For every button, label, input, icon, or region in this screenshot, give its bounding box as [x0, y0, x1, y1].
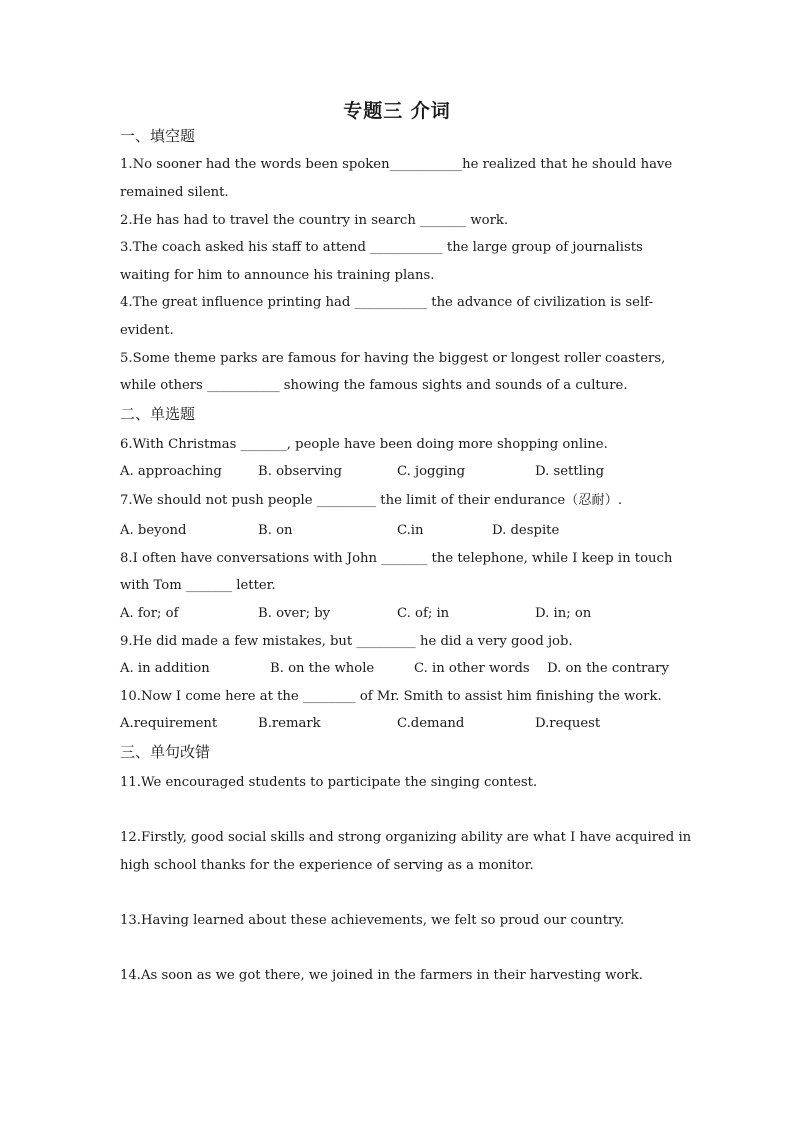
- q8-option-c: C. of; in: [397, 606, 450, 621]
- question-8-line-2: with Tom _______ letter.: [120, 578, 276, 593]
- question-3-line-2: waiting for him to announce his training plans.: [120, 268, 435, 283]
- q6-option-c: C. jogging: [397, 464, 466, 479]
- q7-option-c: C.in: [397, 523, 424, 538]
- question-2: 2.He has had to travel the country in search _______ work.: [120, 213, 509, 228]
- question-10: 10.Now I come here at the ________ of Mr. Smith to assist him finishing the work.: [120, 689, 662, 704]
- q9-option-c: C. in other words: [414, 661, 530, 676]
- q10-option-d: D.request: [535, 716, 601, 731]
- page-title: 专题三 介词: [343, 100, 451, 122]
- q8-option-b: B. over; by: [258, 606, 331, 621]
- q7-option-b: B. on: [258, 523, 293, 538]
- q8-option-d: D. in; on: [535, 606, 592, 621]
- q6-option-b: B. observing: [258, 464, 342, 479]
- question-5-line-1: 5.Some theme parks are famous for having the biggest or longest roller coasters,: [120, 351, 666, 366]
- question-3-line-1: 3.The coach asked his staff to attend ___________ the large group of journalists: [120, 240, 643, 255]
- question-11: 11.We encouraged students to participate the singing contest.: [120, 775, 538, 790]
- question-6: 6.With Christmas _______, people have been doing more shopping online.: [120, 437, 608, 452]
- q7-option-a: A. beyond: [120, 523, 187, 538]
- question-12-line-2: high school thanks for the experience of serving as a monitor.: [120, 858, 534, 873]
- question-4-line-2: evident.: [120, 323, 174, 338]
- question-1-line-2: remained silent.: [120, 185, 229, 200]
- question-14: 14.As soon as we got there, we joined in the farmers in their harvesting work.: [120, 968, 643, 983]
- q10-option-b: B.remark: [258, 716, 321, 731]
- question-9: 9.He did made a few mistakes, but _________ he did a very good job.: [120, 634, 573, 649]
- question-7: 7.We should not push people _________ the limit of their endurance（忍耐）.: [120, 493, 623, 508]
- question-5-line-2: while others ___________ showing the famous sights and sounds of a culture.: [120, 378, 628, 393]
- question-4-line-1: 4.The great influence printing had ___________ the advance of civilization is self-: [120, 295, 654, 310]
- q9-option-b: B. on the whole: [270, 661, 375, 676]
- q8-option-a: A. for; of: [120, 606, 179, 621]
- q9-option-d: D. on the contrary: [547, 661, 669, 676]
- q6-option-a: A. approaching: [120, 464, 222, 479]
- q7-option-d: D. despite: [492, 523, 560, 538]
- question-12-line-1: 12.Firstly, good social skills and strong organizing ability are what I have acquired in: [120, 830, 692, 845]
- q6-option-d: D. settling: [535, 464, 605, 479]
- question-8-line-1: 8.I often have conversations with John _______ the telephone, while I keep in touch: [120, 551, 673, 566]
- section-heading-multiple-choice: 二、单选题: [120, 405, 196, 423]
- section-heading-error-correction: 三、单句改错: [120, 743, 211, 761]
- question-1-line-1: 1.No sooner had the words been spoken___________he realized that he should have: [120, 157, 673, 172]
- q10-option-a: A.requirement: [120, 716, 218, 731]
- question-13: 13.Having learned about these achievements, we felt so proud our country.: [120, 913, 625, 928]
- section-heading-fill-in: 一、填空题: [120, 127, 196, 145]
- q9-option-a: A. in addition: [120, 661, 210, 676]
- q10-option-c: C.demand: [397, 716, 465, 731]
